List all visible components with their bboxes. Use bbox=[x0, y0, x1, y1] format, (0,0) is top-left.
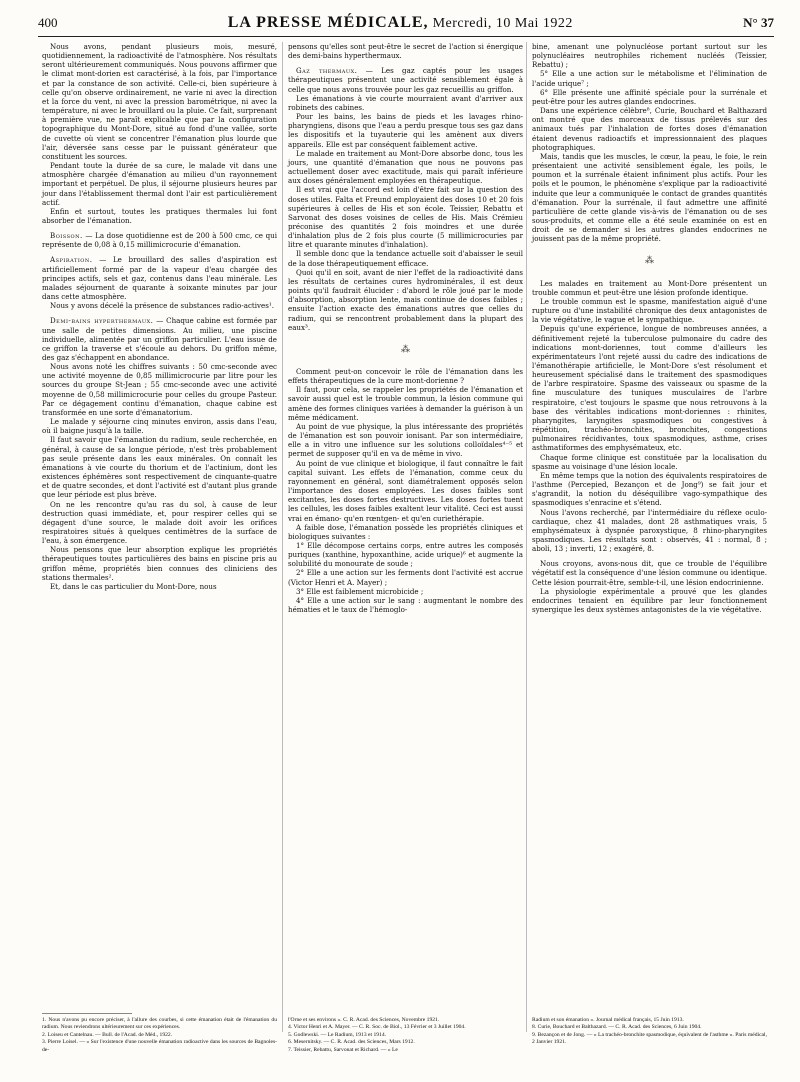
paragraph-text: pensons qu'elles sont peut-être le secret de l'action si énergique des demi-bains hyperthermaux. bbox=[288, 42, 523, 61]
paragraph-text: Comment peut-on concevoir le rôle de l'émanation dans les effets thérapeutiques de la cure mont-dorienne ? bbox=[288, 367, 523, 386]
paragraph-text: Le malade y séjourne cinq minutes environ, assis dans l'eau, où il baigne jusqu'à la taille. bbox=[42, 417, 277, 436]
footnotes-2 bbox=[288, 1017, 523, 1054]
paragraph-text: Nous croyons, avons-nous dit, que ce trouble de l'équilibre végétatif est la conséquence d'une lésion commune ou identique. Cette lésion pourrait-être, semble-t-il, une lésion endocrinienne. bbox=[532, 559, 767, 587]
paragraph bbox=[288, 249, 523, 267]
paragraph-text: 3° Elle est faiblement microbicide ; bbox=[296, 586, 424, 596]
column-1 bbox=[42, 42, 277, 591]
paragraph-text: Pour les bains, les bains de pieds et les lavages rhino-pharyngiens, disons que l'eau a perdu presque tous ses gaz dans les dispositifs et la tuyauterie qui les amènent aux divers appareils. Elle est par conséquent faiblement active. bbox=[288, 112, 523, 149]
paragraph bbox=[42, 362, 277, 417]
paragraph-text: 5° Elle a une action sur le métabolisme et l'élimination de l'acide urique⁷ ; bbox=[532, 69, 767, 88]
footnote: 8. Curie, Bouchard et Balthazard. — C. R. Acad. des Sciences, 6 Juin 1904. bbox=[532, 1024, 702, 1031]
paragraph-text: Depuis qu'une expérience, longue de nombreuses années, a définitivement rejeté la tuberculose pulmonaire du cadre des indications mont-doriennes, tout comme d'ailleurs les expérimentateurs l'ont rejeté aussi du cadre des indications de l'émanothérapie artificielle, le Mont-Dore s'est résolument et heureusement spécialisé dans le traitement des spasmodiques de l'arbre respiratoire. Spasme des vaisseaux ou spasme de la fine musculature des tuniques musculaires de l'arbre respiratoire, c'est toujours le spasme que nous retrouvons à la base des véritables indications mont-doriennes : rhinites, pharyngites, laryngites spasmodiques ou congestives à répétition, trachéo-bronchites, bronchites, congestions pulmonaires récidivantes, toux spasmodiques, asthme, crises asthmatiformes des emphysémateux, etc. bbox=[532, 324, 767, 453]
paragraph-text: En même temps que la notion des équivalents respiratoires de l'asthme (Percepied, Bezançon et de Jong⁹) se fait jour et s'agrandit, la notion du déséquilibre vago-sympathique des spasmodiques s'enracine et s'étend. bbox=[532, 470, 767, 508]
paragraph-text: 1° Elle décompose certains corps, entre autres les composés puriques (xanthine, hypoxanthine, acide urique)⁶ et augmente la solubilité du monourate de soude ; bbox=[288, 540, 523, 569]
paragraph bbox=[42, 435, 277, 499]
paragraph-text: Le malade en traitement au Mont-Dore absorbe donc, tous les jours, une quantité d'émanation que nous ne pouvons pas actuellement doser avec exactitude, mais qui paraît inférieure aux doses généralement employées en thérapeutique. bbox=[288, 148, 523, 186]
paragraph-text: Au point de vue clinique et biologique, il faut connaître le fait capital suivant. Les effets de l'émanation, comme ceux du rayonnement en général, sont diamétralement opposés selon l'importance des doses employées. Les doses faibles sont excitantes, les doses fortes destructives. Les doses fortes tuent les cellules, les doses faibles exaltent leur vitalité. Ceci est aussi vrai en émano- qu'en rœntgen- et qu'en curiethérapie. bbox=[288, 458, 523, 523]
paragraph-text: 6° Elle présente une affinité spéciale pour la surrénale et peut-être pour les autres glandes endocrines. bbox=[532, 87, 767, 106]
paragraph-text: — Les gaz captés pour les usages thérapeutiques présentent une activité sensiblement égale à celle que nous avons trouvée pour les gaz recueillis au griffon. bbox=[288, 66, 523, 94]
paragraph-text: Les émanations à vie courte mourraient avant d'arriver aux robinets des cabines. bbox=[288, 93, 523, 112]
paragraph bbox=[288, 422, 523, 459]
section-heading: Gaz thermaux. bbox=[296, 66, 358, 76]
paragraph-text: Il faut, pour cela, se rappeler les propriétés de l'émanation et savoir aussi quel est le trouble commun, la lésion commune qui amène des formes cliniques variées à demander la guérison à un même médicament. bbox=[288, 385, 523, 422]
paragraph-text: On ne les rencontre qu'au ras du sol, à cause de leur destruction quasi immédiate, et, pour respirer celles qui se dégagent d'une source, le malade doit avoir les orifices respiratoires situés à quelques centimètres de la surface de l'eau, à son émergence. bbox=[42, 499, 277, 546]
footnote: 5. Godlewski. — Le Radium, 1913 et 1914. bbox=[288, 1031, 387, 1038]
paragraph bbox=[42, 207, 277, 225]
paragraph-text: Il faut savoir que l'émanation du radium, seule recherchée, en général, à cause de sa longue période, n'est très probablement pas seule présente dans les eaux minérales. On connaît les émanations à vie courte du thorium et de l'actinium, dont les existences éphémères sont respectivement de cinquante-quatre et de quatre secondes, et dont l'activité est d'autant plus grande que leur période est plus brève. bbox=[42, 435, 277, 500]
footnote: 9. Bezançon et de Jong. — « La trachéo-bronchite spasmodique, équivalent de l'asthme ». Paris médical, 2 Janvier 1921. bbox=[532, 1031, 767, 1046]
footnote: 1. Nous n'avons pu encore préciser, à l'allure des courbes, si cette émanation était de l'émanation du radium. Nous reviendrons ultérieurement sur ces expériences. bbox=[42, 1017, 277, 1031]
paragraph-text: Dans une expérience célèbre⁸, Curie, Bouchard et Balthazard ont montré que des morceaux de tissus prélevés sur des animaux tués par l'inhalation de fortes doses d'émanation étaient devenus radioactifs et impressionnaient des plaques photographiques. bbox=[532, 106, 767, 152]
footnotes-3 bbox=[532, 1017, 767, 1047]
paragraph bbox=[532, 297, 767, 324]
paragraph bbox=[532, 106, 767, 152]
paragraph bbox=[42, 231, 277, 249]
section-ornament: ⁂ bbox=[645, 256, 654, 267]
paragraph bbox=[532, 587, 767, 614]
paragraph bbox=[288, 149, 523, 186]
paragraph bbox=[42, 545, 277, 582]
paragraph bbox=[288, 385, 523, 422]
paragraph-text: Quoi qu'il en soit, avant de nier l'effet de la radioactivité dans les résultats de certaines cures hydrominérales, il est deux points qu'il faudrait élucider : d'abord le rôle joué par le mode d'absorption, absorption lente, mais continue de doses faibles ; ensuite l'action exacte des émanations autres que celles du radium, qui se rencontrent probablement dans la plupart des eaux³. bbox=[288, 267, 523, 332]
issue-date: Mercredi, 10 Mai 1922 bbox=[432, 16, 573, 31]
footnote: 7. Teissier, Rebattu, Sarvonat et Richard. — « Le bbox=[288, 1046, 398, 1053]
paragraph-text: Au point de vue physique, la plus intéressante des propriétés de l'émanation est son pouvoir ionisant. Par son intermédiaire, elle a in vitro une influence sur les solutions colloïdales⁴⁻⁵ et permet de supposer qu'il en va de même in vivo. bbox=[288, 421, 523, 459]
paragraph bbox=[288, 42, 523, 60]
running-header bbox=[38, 14, 774, 37]
paragraph-text: Nous avons, pendant plusieurs mois, mesuré, quotidiennement, la radioactivité de l'atmosphère. Nos résultats seront ultérieurement communiqués. Nous pouvons affirmer que le climat mont-dorien est caractérisé, à la fois, par l'importance et par la constance de son activité. Celle-ci, bien supérieure à celle qu'on observe ordinairement, ne varie ni avec la direction et la force du vent, ni avec la pression barométrique, ni avec la température, ni avec le brouillard ou la pluie. Ce fait, surprenant à première vue, ne paraît explicable que par la configuration topographique du Mont-Dore, situé au fond d'une vallée, sorte de cuvette où vient se concentrer l'émanation plus lourde que l'air, déversée sans cesse par le puissant générateur que constituent les sources. bbox=[42, 42, 277, 161]
paragraph-text: Nous y avons décelé la présence de substances radio-actives¹. bbox=[50, 301, 274, 311]
paragraph-text: Les malades en traitement au Mont-Dore présentent un trouble commun et peut-être une lésion profonde identique. bbox=[532, 278, 767, 297]
footnotes-1 bbox=[42, 1017, 277, 1054]
paragraph bbox=[42, 500, 277, 546]
paragraph bbox=[288, 268, 523, 332]
journal-name: LA PRESSE MÉDICALE, bbox=[227, 14, 429, 31]
paragraph bbox=[288, 185, 523, 249]
paragraph-text: — La dose quotidienne est de 200 à 500 cmc, ce qui représente de 0,08 à 0,15 millimicrocurie d'émanation. bbox=[42, 231, 277, 250]
paragraph-text: Chaque forme clinique est constituée par la localisation du spasme au voisinage d'une lésion locale. bbox=[532, 452, 767, 471]
paragraph bbox=[288, 587, 523, 596]
paragraph bbox=[532, 453, 767, 471]
paragraph bbox=[42, 417, 277, 435]
paragraph-text: Pendant toute la durée de sa cure, le malade vit dans une atmosphère chargée d'émanation au milieu d'un rayonnement important et perpétuel. De plus, il séjourne plusieurs heures par jour dans l'établissement thermal dont l'air est particulièrement actif. bbox=[42, 161, 277, 207]
paragraph bbox=[532, 152, 767, 244]
paragraph-text: — Chaque cabine est formée par une salle de petites dimensions. Au milieu, une piscine individuelle, alimentée par un griffon particulier. L'eau issue de ce griffon la traverse et s'écoule au dehors. Du griffon même, des gaz s'échappent en abondance. bbox=[42, 316, 277, 362]
footnote: 4. Victor Henri et A. Mayer. — C. R. Soc. de Biol., 13 Février et 3 Juillet 1904. bbox=[288, 1024, 466, 1031]
paragraph-text: A faible dose, l'émanation possède les propriétés cliniques et biologiques suivantes : bbox=[288, 522, 523, 541]
section-ornament: ⁂ bbox=[401, 344, 410, 355]
paragraph bbox=[288, 523, 523, 541]
paragraph-text: Nous pensons que leur absorption explique les propriétés thérapeutiques toutes particulières des bains en piscine pris au griffon même, propriétés bien connues des cliniciens des stations thermales². bbox=[42, 545, 277, 582]
paragraph bbox=[42, 161, 277, 207]
footnote: 6. Mesernitsky. — C. R. Acad. des Sciences, Mars 1912. bbox=[288, 1039, 415, 1046]
footnote: 3. Pierre Loisel. — « Sur l'existence d'une nouvelle émanation radioactive dans les sources de Bagnoles-de- bbox=[42, 1039, 277, 1053]
paragraph bbox=[288, 112, 523, 149]
footnote: Radium et son émanation ». Journal médical français, 15 Juin 1913. bbox=[532, 1017, 684, 1023]
column-2 bbox=[288, 42, 523, 614]
paragraph-text: Et, dans le cas particulier du Mont-Dore, nous bbox=[50, 581, 217, 591]
paragraph-text: Enfin et surtout, toutes les pratiques thermales lui font absorber de l'émanation. bbox=[42, 206, 277, 225]
paragraph-text: Mais, tandis que les muscles, le cœur, la peau, le foie, le rein présentaient une activité sensiblement égale, les poils, le poumon et la surrénale étaient infiniment plus actifs. Pour les poils et le poumon, le phénomène s'explique par la radioactivité induite que leur a communiquée le contact de grandes quantités d'émanation. Pour la surrénale, il faut admettre une affinité particulière de cette glande vis-à-vis de l'émanation ou de ses sous-produits, et comme elle a été seule examinée on est en droit de se demander si les autres glandes endocrines ne jouissent pas de la même propriété. bbox=[532, 151, 767, 244]
paragraph-text: Nous avons noté les chiffres suivants : 50 cmc-seconde avec une activité moyenne de 0,85 millimicrocurie par litre pour les sources du groupe St-Jean ; 55 cmc-seconde avec une activité moyenne de 0,58 millimicrocurie pour celles du groupe Pasteur. Par ce dégagement continu d'émanation, chaque cabine est transformée en une sorte d'émanatorium. bbox=[42, 362, 277, 417]
paragraph bbox=[288, 459, 523, 523]
column-divider bbox=[282, 42, 283, 1032]
paragraph bbox=[532, 324, 767, 452]
paragraph bbox=[288, 541, 523, 568]
column-3 bbox=[532, 42, 767, 614]
section-heading: Aspiration. bbox=[50, 255, 93, 265]
paragraph bbox=[532, 508, 767, 554]
paragraph bbox=[532, 471, 767, 508]
paragraph bbox=[532, 88, 767, 106]
paragraph-text: Il semble donc que la tendance actuelle soit d'abaisser le seuil de la dose thérapeutiquement efficace. bbox=[288, 249, 523, 268]
paragraph bbox=[532, 279, 767, 297]
paragraph bbox=[532, 69, 767, 87]
paragraph-text: — Le brouillard des salles d'aspiration est artificiellement formé par de la vapeur d'eau chargée des principes actifs, sels et gaz, contenus dans l'eau minérale. Les malades séjournent de quarante à soixante minutes par jour dans cette atmosphère. bbox=[42, 255, 277, 302]
paragraph-text: bine, amenant une polynucléose portant surtout sur les polynucléaires neutrophiles richement nucléés (Teissier, Rebattu) ; bbox=[532, 42, 767, 70]
paragraph-text: 2° Elle a une action sur les ferments dont l'activité est accrue (Victor Henri et A. Mayer) ; bbox=[288, 568, 523, 587]
footnote-rule bbox=[42, 1013, 132, 1014]
paragraph-text: Le trouble commun est le spasme, manifestation aiguë d'une rupture ou d'une instabilité chronique des deux antagonistes de la vie végétative, le vague et le sympathique. bbox=[532, 296, 767, 325]
paragraph-text: Nous l'avons recherché, par l'intermédiaire du réflexe oculo-cardiaque, chez 41 malades, dont 28 asthmatiques vrais, 5 emphysémateux à dyspnée paroxystique, 8 rhino-pharyngites spasmodiques. Les résultats sont : observés, 41 : normal, 8 ; aboli, 13 ; inverti, 12 ; exagéré, 8. bbox=[532, 507, 767, 554]
paragraph-text: Il est vrai que l'accord est loin d'être fait sur la question des doses utiles. Falta et Freund employaient des doses 10 et 20 fois supérieures à celles de His et son école. Teissier, Rebattu et Sarvonat des doses voisines de celles de His. Mais Crémieu préconise des quantités 2 fois moindres et une durée d'inhalation plus de 2 fois plus courte (5 millimicrocuries par litre et quarante minutes d'inhalation). bbox=[288, 185, 523, 250]
paragraph bbox=[288, 367, 523, 385]
paragraph bbox=[42, 316, 277, 362]
paragraph bbox=[42, 255, 277, 301]
column-divider bbox=[526, 42, 527, 1032]
paragraph bbox=[532, 42, 767, 69]
paragraph bbox=[42, 301, 277, 310]
section-heading: Boisson. bbox=[50, 231, 83, 241]
page-number: 400 bbox=[38, 15, 58, 30]
paragraph bbox=[288, 596, 523, 614]
paragraph-text: La physiologie expérimentale a prouvé que les glandes endocrines tenaient en équilibre par leur fonctionnement synergique les deux systèmes antagonistes de la vie végétative. bbox=[532, 586, 767, 615]
paragraph bbox=[288, 94, 523, 112]
section-heading: Demi-bains hyperthermaux. bbox=[50, 316, 154, 326]
paragraph bbox=[288, 568, 523, 586]
paragraph bbox=[42, 582, 277, 591]
footnote: l'Orne et ses environs ». C. R. Acad. des Sciences, Novembre 1921. bbox=[288, 1017, 440, 1023]
footnote: 2. Loiseu et Cantelnau. — Bull. de l'Acad. de Méd., 1922. bbox=[42, 1031, 173, 1038]
paragraph-text: 4° Elle a une action sur le sang : augmentant le nombre des hématies et le taux de l'hémoglo- bbox=[288, 595, 523, 615]
paragraph bbox=[532, 559, 767, 586]
paragraph bbox=[288, 66, 523, 93]
journal-title bbox=[228, 14, 573, 32]
issue-number: N° 37 bbox=[743, 15, 774, 30]
paragraph bbox=[42, 42, 277, 161]
